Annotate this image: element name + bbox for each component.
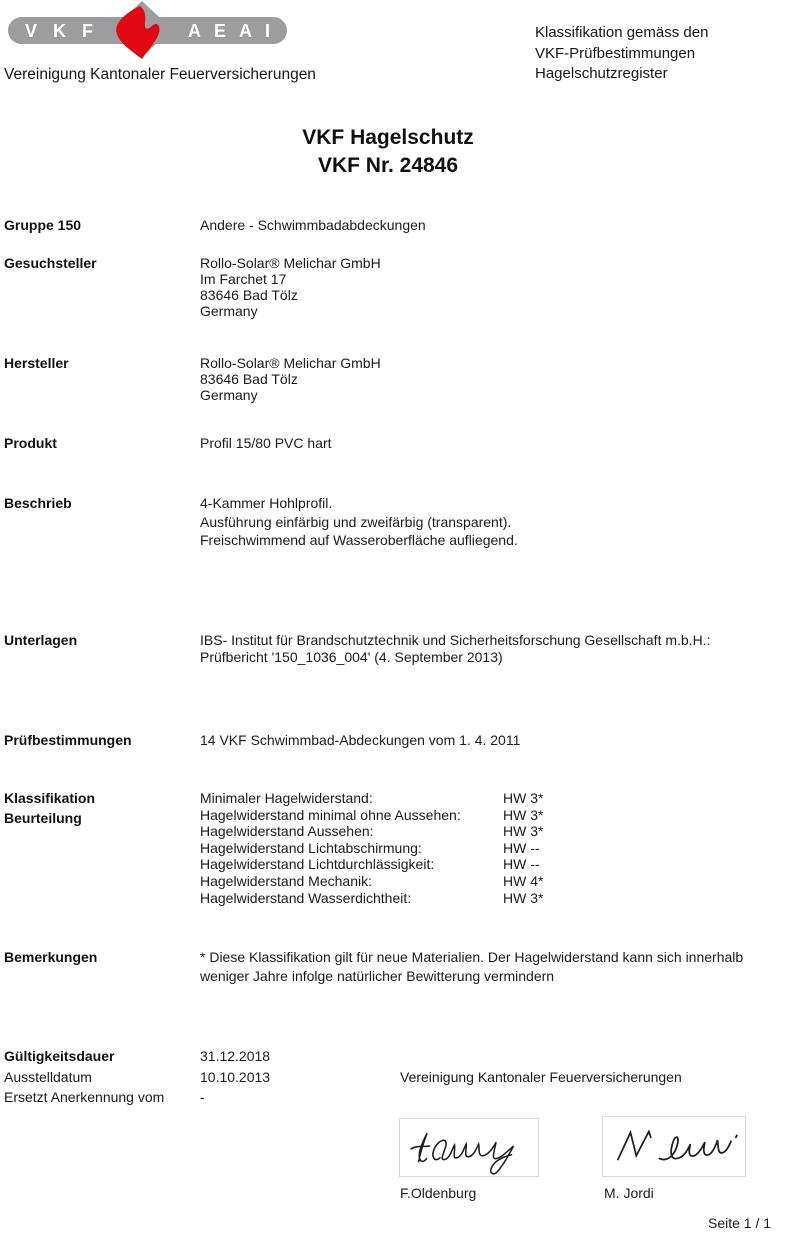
criterion-value: HW 3* (503, 889, 544, 906)
gesuchsteller-street: Im Farchet 17 (200, 271, 287, 287)
signature-organization: Vereinigung Kantonaler Feuerversicherungen (400, 1069, 682, 1085)
gruppe-value: Andere - Schwimmbadabdeckungen (200, 217, 426, 233)
beschrieb-label: Beschrieb (4, 495, 72, 511)
unterlagen-label: Unterlagen (4, 632, 78, 648)
criterion-value: HW 3* (503, 823, 544, 840)
klassifikation-label-line-1: Klassifikation (4, 790, 96, 806)
produkt-value: Profil 15/80 PVC hart (200, 435, 332, 451)
gesuchsteller-label: Gesuchsteller (4, 255, 97, 271)
ausstelldatum-label: Ausstelldatum (4, 1069, 92, 1085)
logo-letter-i: I (265, 21, 271, 41)
beschrieb-value (200, 494, 518, 550)
signer-name-oldenburg: F.Oldenburg (400, 1185, 477, 1201)
criterion-value: HW 4* (503, 872, 544, 889)
criterion-name: Hagelwiderstand Lichtdurchlässigkeit: (200, 856, 435, 873)
beschrieb-line-1: 4-Kammer Hohlprofil. (200, 495, 333, 511)
organization-name: Vereinigung Kantonaler Feuerversicherungen (4, 66, 316, 83)
hersteller-value (200, 355, 381, 403)
unterlagen-line-1: IBS- Institut für Brandschutztechnik und Sicherheitsforschung Gesellschaft m.b.H.: (200, 632, 711, 648)
gesuchsteller-value (200, 255, 381, 319)
gesuchsteller-company: Rollo-Solar® Melichar GmbH (200, 255, 381, 271)
vkf-aeai-logo (6, 0, 290, 62)
criterion-name: Hagelwiderstand Wasserdichtheit: (200, 889, 412, 906)
bemerkungen-line-1: * Diese Klassifikation gilt für neue Materialien. Der Hagelwiderstand kann sich innerhalb (200, 949, 744, 965)
gesuchsteller-city: 83646 Bad Tölz (200, 287, 298, 303)
bemerkungen-value (200, 948, 796, 985)
beschrieb-line-3: Freischwimmend auf Wasseroberfläche aufliegend. (200, 532, 518, 548)
logo-letter-k: K (53, 21, 66, 41)
signature-oldenburg-icon (400, 1119, 538, 1176)
header-note-line-1: Klassifikation gemäss den (535, 24, 709, 41)
document-title (0, 124, 776, 180)
klassifikation-row (200, 790, 760, 807)
unterlagen-line-2: Prüfbericht '150_1036_004' (4. September 2013) (200, 648, 503, 665)
criterion-name: Hagelwiderstand Mechanik: (200, 872, 372, 889)
criterion-name: Hagelwiderstand minimal ohne Aussehen: (200, 806, 461, 823)
criterion-value: HW -- (503, 856, 540, 873)
klassifikation-label-line-2: Beurteilung (4, 809, 82, 826)
header-classification-note (535, 23, 708, 85)
ausstelldatum-value: 10.10.2013 (200, 1069, 271, 1085)
gesuchsteller-country: Germany (200, 303, 258, 319)
criterion-name: Hagelwiderstand Aussehen: (200, 823, 374, 840)
bemerkungen-label: Bemerkungen (4, 949, 98, 965)
logo-letter-v: V (25, 21, 38, 41)
klassifikation-row (200, 807, 760, 824)
hersteller-country: Germany (200, 387, 258, 403)
klassifikation-row (200, 823, 760, 840)
klassifikation-row (200, 856, 760, 873)
criterion-value: HW 3* (503, 806, 544, 823)
hersteller-company: Rollo-Solar® Melichar GmbH (200, 355, 381, 371)
pruefbestimmungen-label: Prüfbestimmungen (4, 732, 132, 748)
criterion-value: HW 3* (503, 790, 544, 806)
signature-jordi-icon (603, 1117, 745, 1176)
klassifikation-label (4, 789, 95, 828)
hersteller-label: Hersteller (4, 355, 69, 371)
gueltigkeitsdauer-value: 31.12.2018 (200, 1048, 271, 1064)
signature-box-oldenburg (399, 1118, 539, 1177)
header-note-line-2: VKF-Prüfbestimmungen (535, 44, 696, 62)
criterion-name: Hagelwiderstand Lichtabschirmung: (200, 839, 422, 856)
title-line-1: VKF Hagelschutz (302, 126, 474, 149)
signer-name-jordi: M. Jordi (604, 1185, 654, 1201)
klassifikation-table (200, 790, 760, 906)
pruefbestimmungen-value: 14 VKF Schwimmbad-Abdeckungen vom 1. 4. 2011 (200, 732, 521, 748)
bemerkungen-line-2: weniger Jahre infolge natürlicher Bewitterung vermindern (200, 967, 555, 984)
header-note-line-3: Hagelschutzregister (535, 65, 668, 82)
gueltigkeitsdauer-label: Gültigkeitsdauer (4, 1048, 115, 1064)
klassifikation-row (200, 873, 760, 890)
hersteller-city: 83646 Bad Tölz (200, 371, 298, 387)
title-line-2: VKF Nr. 24846 (317, 154, 459, 177)
signature-box-jordi (602, 1116, 746, 1177)
klassifikation-row (200, 840, 760, 857)
logo-letter-f: F (82, 21, 93, 41)
page-number: Seite 1 / 1 (708, 1215, 772, 1231)
ersetzt-anerkennung-label: Ersetzt Anerkennung vom (4, 1089, 165, 1105)
logo-letter-a1: A (188, 21, 201, 41)
produkt-label: Produkt (4, 435, 57, 451)
criterion-name: Minimaler Hagelwiderstand: (200, 790, 373, 806)
klassifikation-row (200, 890, 760, 907)
logo-letter-e: E (214, 21, 227, 41)
criterion-value: HW -- (503, 839, 540, 856)
unterlagen-value (200, 632, 796, 665)
ersetzt-anerkennung-value: - (200, 1089, 205, 1105)
logo-letter-a2: A (239, 21, 252, 41)
gruppe-label: Gruppe 150 (4, 217, 82, 233)
beschrieb-line-2: Ausführung einfärbig und zweifärbig (transparent). (200, 513, 512, 530)
